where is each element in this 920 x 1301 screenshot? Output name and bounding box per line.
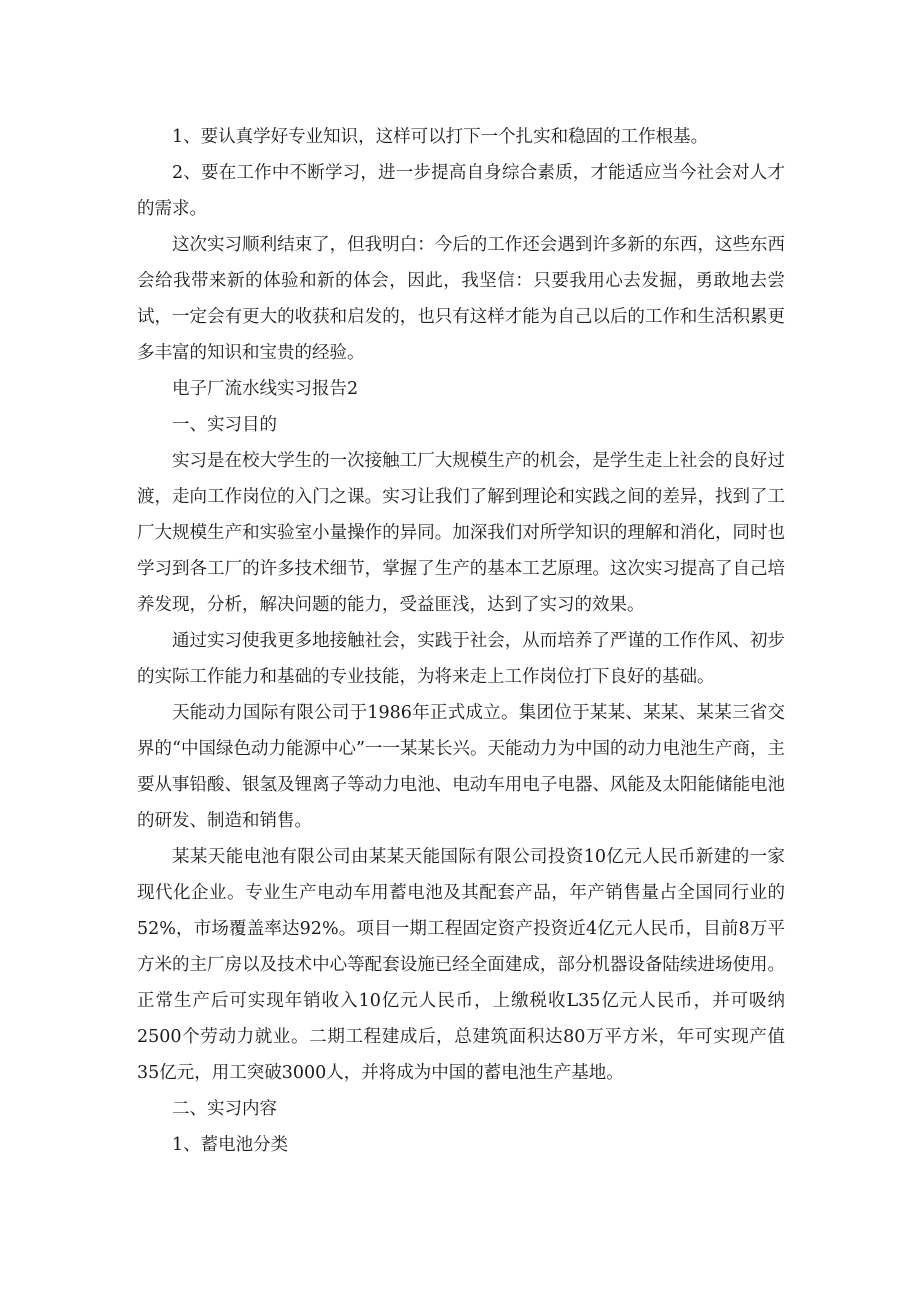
paragraph-point-2: 2、要在工作中不断学习，进一步提高自身综合素质，才能适应当今社会对人才的需求。 [137,163,785,219]
subsection-heading-battery: 1、蓄电池分类 [172,1135,289,1155]
paragraph-society: 通过实习使我更多地接触社会，实践于社会，从而培养了严谨的工作作风、初步的实际工作能力和基础的专业技能，为将来走上工作岗位打下良好的基础。 [137,631,785,687]
paragraph-conclusion: 这次实习顺利结束了，但我明白：今后的工作还会遇到许多新的东西，这些东西会给我带来新的体验和新的体会，因此，我坚信：只要我用心去发掘，勇敢地去尝试，一定会有更大的收获和启发的，也只有这样才能为自己以后的工作和生活积累更多丰富的知识和宝贵的经验。 [137,235,785,363]
paragraph-company-intro: 天能动力国际有限公司于1986年正式成立。集团位于某某、某某、某某三省交界的“中国绿色动力能源中心”一一某某长兴。天能动力为中国的动力电池生产商，主要从事铅酸、银氢及锂离子等动力电池、电动车用电子电器、风能及太阳能储能电池的研发、制造和销售。 [137,703,785,831]
paragraph-purpose: 实习是在校大学生的一次接触工厂大规模生产的机会，是学生走上社会的良好过渡，走向工作岗位的入门之课。实习让我们了解到理论和实践之间的差异，找到了工厂大规模生产和实验室小量操作的异同。加深我们对所学知识的理解和消化，同时也学习到各工厂的许多技术细节，掌握了生产的基本工艺原理。这次实习提高了自己培养发现，分析，解决问题的能力，受益匪浅，达到了实习的效果。 [137,451,785,615]
document-body [137,119,785,1163]
paragraph-point-1: 1、要认真学好专业知识，这样可以打下一个扎实和稳固的工作根基。 [172,127,709,147]
paragraph-company-detail: 某某天能电池有限公司由某某天能国际有限公司投资10亿元人民币新建的一家现代化企业。专业生产电动车用蓄电池及其配套产品，年产销售量占全国同行业的52%，市场覆盖率达92%。项目一期工程固定资产投资近4亿元人民币，目前8万平方米的主厂房以及技术中心等配套设施已经全面建成，部分机器设备陆续进场使用。正常生产后可实现年销收入10亿元人民币，上缴税收L35亿元人民币，并可吸纳2500个劳动力就业。二期工程建成后，总建筑面积达80万平方米，年可实现产值35亿元，用工突破3000人，并将成为中国的蓄电池生产基地。 [137,847,785,1083]
report-title: 电子厂流水线实习报告2 [172,379,359,399]
section-heading-purpose: 一、实习目的 [172,415,277,435]
section-heading-content: 二、实习内容 [172,1099,277,1119]
